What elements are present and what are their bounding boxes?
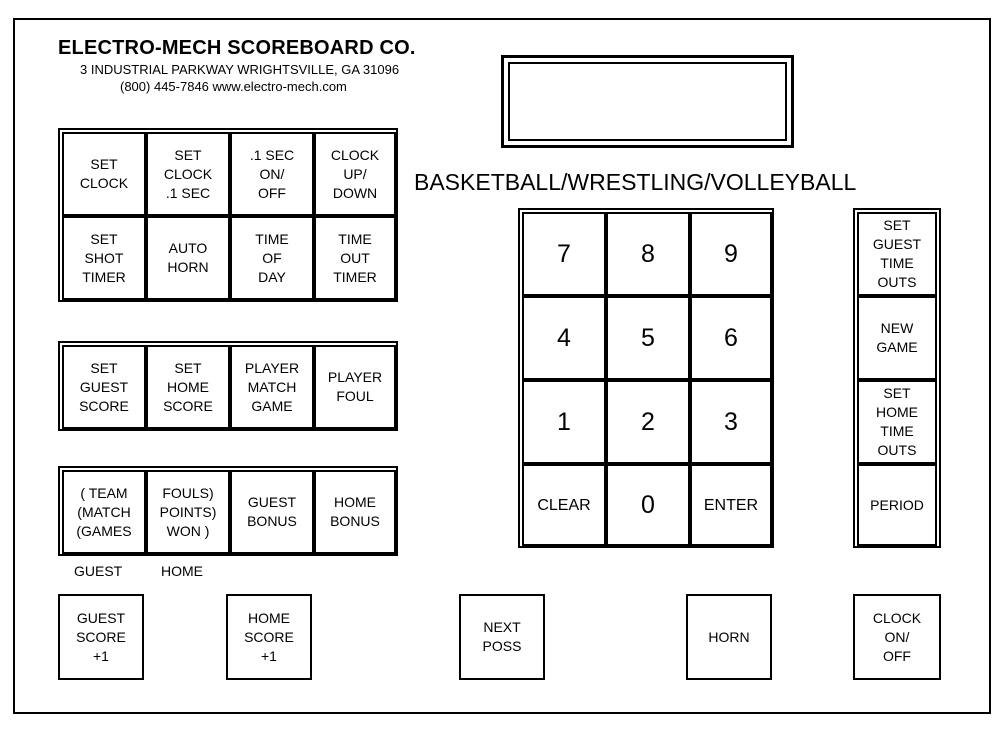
next-possession-button[interactable]: NEXT POSS [459, 594, 545, 680]
key-1[interactable]: 1 [522, 380, 606, 464]
set-home-timeouts-button[interactable]: SET HOME TIME OUTS [857, 380, 937, 464]
key-2[interactable]: 2 [606, 380, 690, 464]
key-0[interactable]: 0 [606, 464, 690, 546]
player-foul-button[interactable]: PLAYER FOUL [314, 345, 396, 429]
home-label: HOME [161, 563, 203, 579]
key-5[interactable]: 5 [606, 296, 690, 380]
score-keys-group [58, 341, 398, 431]
key-3[interactable]: 3 [690, 380, 772, 464]
set-clock-button[interactable]: SET CLOCK [62, 132, 146, 216]
company-name: ELECTRO-MECH SCOREBOARD CO. [58, 37, 416, 59]
horn-button[interactable]: HORN [686, 594, 772, 680]
enter-button[interactable]: ENTER [690, 464, 772, 546]
set-guest-score-button[interactable]: SET GUEST SCORE [62, 345, 146, 429]
timeout-timer-button[interactable]: TIME OUT TIMER [314, 216, 396, 300]
key-4[interactable]: 4 [522, 296, 606, 380]
company-address: 3 INDUSTRIAL PARKWAY WRIGHTSVILLE, GA 31096 [80, 62, 400, 77]
clock-onoff-button[interactable]: CLOCK ON/ OFF [853, 594, 941, 680]
set-clock-tenth-button[interactable]: SET CLOCK .1 SEC [146, 132, 230, 216]
tenth-sec-onoff-button[interactable]: .1 SEC ON/ OFF [230, 132, 314, 216]
mode-label: BASKETBALL/WRESTLING/VOLLEYBALL [414, 169, 857, 195]
right-keys-group [853, 208, 941, 548]
key-9[interactable]: 9 [690, 212, 772, 296]
auto-horn-button[interactable]: AUTO HORN [146, 216, 230, 300]
key-7[interactable]: 7 [522, 212, 606, 296]
time-of-day-button[interactable]: TIME OF DAY [230, 216, 314, 300]
set-shot-timer-button[interactable]: SET SHOT TIMER [62, 216, 146, 300]
home-score-plus-one-button[interactable]: HOME SCORE +1 [226, 594, 312, 680]
company-contact: (800) 445-7846 www.electro-mech.com [120, 79, 347, 94]
guest-label: GUEST [74, 563, 123, 579]
set-guest-timeouts-button[interactable]: SET GUEST TIME OUTS [857, 212, 937, 296]
clear-button[interactable]: CLEAR [522, 464, 606, 546]
team-match-games-button[interactable]: ( TEAM (MATCH (GAMES [62, 470, 146, 554]
clock-keys-group [58, 128, 398, 302]
key-6[interactable]: 6 [690, 296, 772, 380]
new-game-button[interactable]: NEW GAME [857, 296, 937, 380]
guest-score-plus-one-button[interactable]: GUEST SCORE +1 [58, 594, 144, 680]
set-home-score-button[interactable]: SET HOME SCORE [146, 345, 230, 429]
lcd-display [501, 55, 794, 148]
player-match-game-button[interactable]: PLAYER MATCH GAME [230, 345, 314, 429]
team-keys-group [58, 466, 398, 556]
fouls-points-won-button[interactable]: FOULS) POINTS) WON ) [146, 470, 230, 554]
key-8[interactable]: 8 [606, 212, 690, 296]
clock-updown-button[interactable]: CLOCK UP/ DOWN [314, 132, 396, 216]
numeric-keypad [518, 208, 774, 548]
period-button[interactable]: PERIOD [857, 464, 937, 546]
guest-bonus-button[interactable]: GUEST BONUS [230, 470, 314, 554]
home-bonus-button[interactable]: HOME BONUS [314, 470, 396, 554]
